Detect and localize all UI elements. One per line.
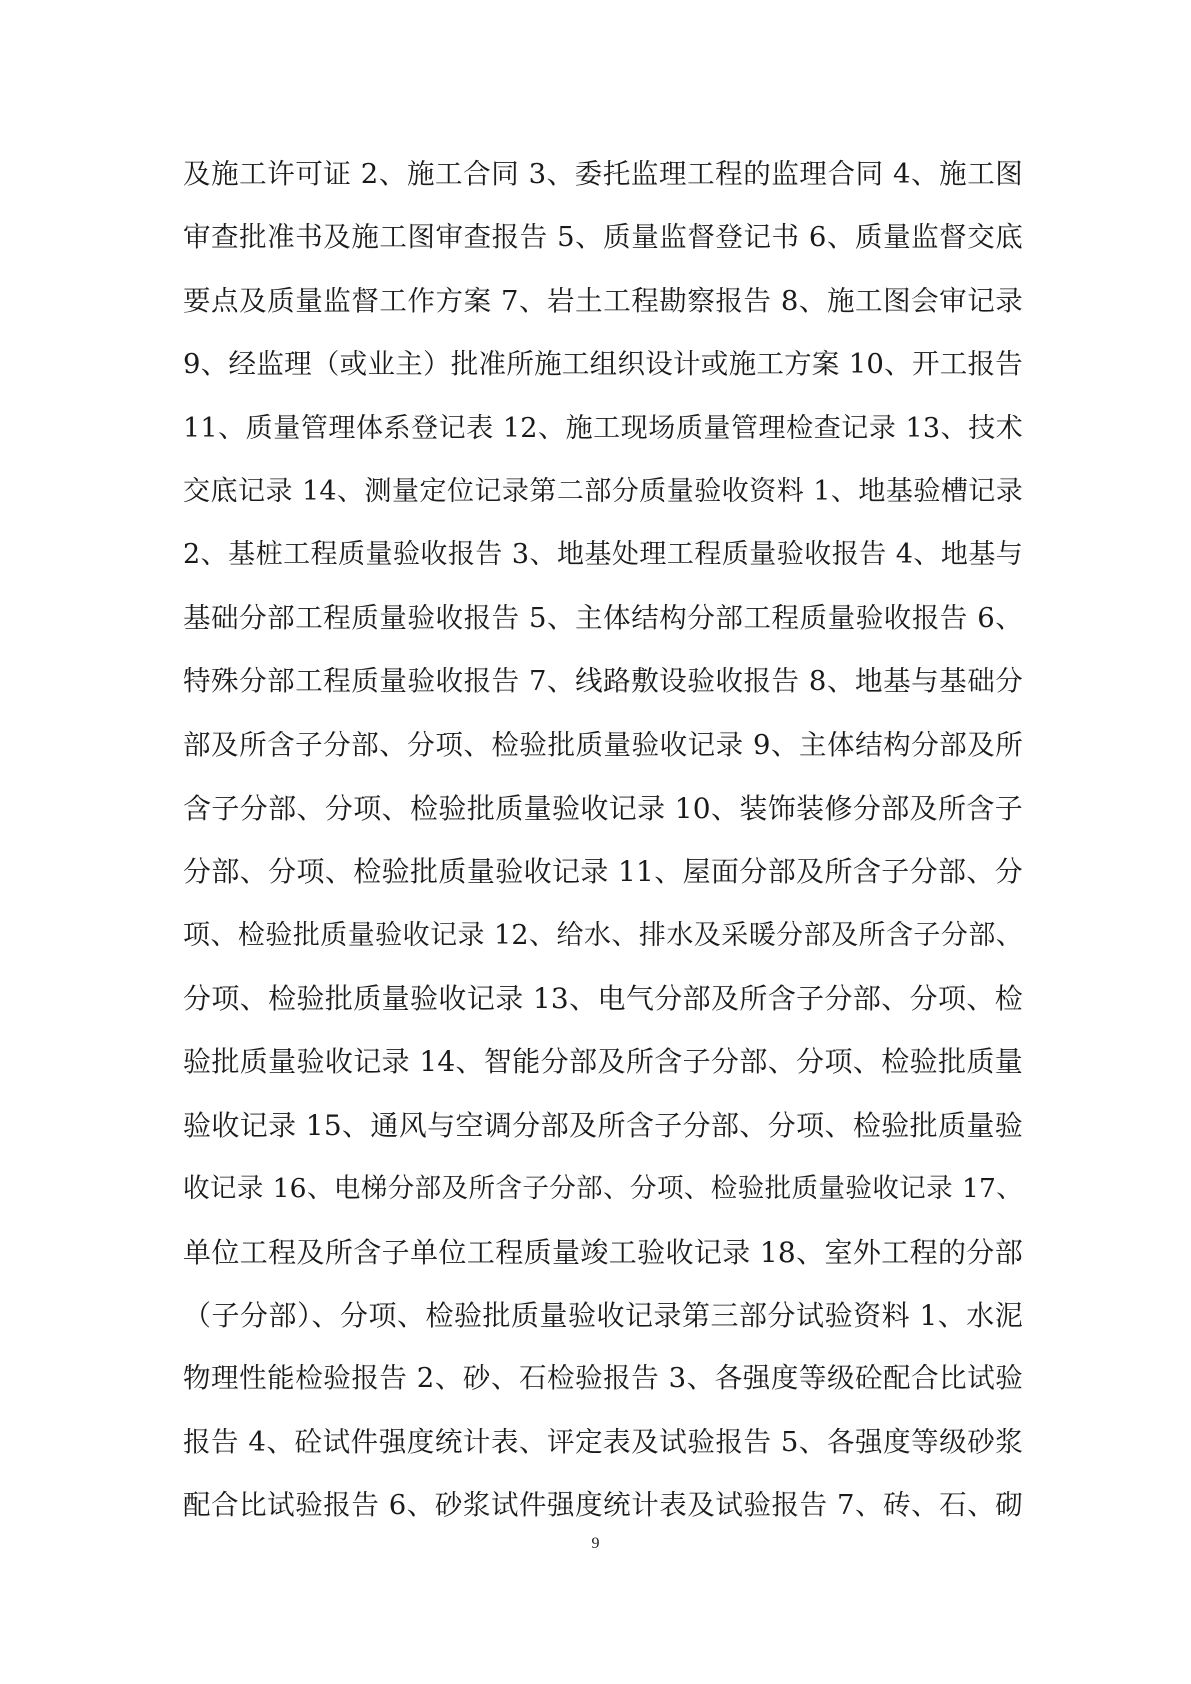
text-line: 物理性能检验报告 2、砂、石检验报告 3、各强度等级砼配合比试验 [183,1362,1023,1395]
text-line: 及施工许可证 2、施工合同 3、委托监理工程的监理合同 4、施工图 [183,158,1023,190]
body-paragraph [183,143,1023,1538]
text-line: 11、质量管理体系登记表 12、施工现场质量管理检查记录 13、技术 [183,412,1023,444]
text-line: 审查批准书及施工图审查报告 5、质量监督登记书 6、质量监督交底 [183,221,1023,254]
text-line: 9、经监理（或业主）批准所施工组织设计或施工方案 10、开工报告 [183,348,1023,381]
text-line: （子分部）、分项、检验批质量验收记录第三部分试验资料 1、水泥 [183,1299,1023,1333]
text-line: 分项、检验批质量验收记录 13、电气分部及所含子分部、分项、检 [183,982,1023,1016]
text-line: 交底记录 14、测量定位记录第二部分质量验收资料 1、地基验槽记录 [183,475,1023,507]
text-line: 配合比试验报告 6、砂浆试件强度统计表及试验报告 7、砖、石、砌 [183,1489,1023,1522]
text-line: 分部、分项、检验批质量验收记录 11、屋面分部及所含子分部、分 [183,855,1023,889]
text-line: 收记录 16、电梯分部及所含子分部、分项、检验批质量验收记录 17、 [183,1173,1023,1205]
page-number: 9 [591,1535,600,1552]
text-line: 要点及质量监督工作方案 7、岩土工程勘察报告 8、施工图会审记录 [183,284,1023,317]
text-line: 报告 4、砼试件强度统计表、评定表及试验报告 5、各强度等级砂浆 [183,1425,1023,1458]
text-line: 单位工程及所含子单位工程质量竣工验收记录 18、室外工程的分部 [183,1235,1023,1269]
text-line: 特殊分部工程质量验收报告 7、线路敷设验收报告 8、地基与基础分 [183,665,1023,698]
text-line: 部及所含子分部、分项、检验批质量验收记录 9、主体结构分部及所 [183,728,1023,761]
text-line: 含子分部、分项、检验批质量验收记录 10、装饰装修分部及所含子 [183,791,1023,825]
text-line: 验批质量验收记录 14、智能分部及所含子分部、分项、检验批质量 [183,1045,1023,1079]
text-line: 2、基桩工程质量验收报告 3、地基处理工程质量验收报告 4、地基与 [183,539,1023,571]
text-line: 项、检验批质量验收记录 12、给水、排水及采暖分部及所含子分部、 [183,919,1023,951]
text-line: 验收记录 15、通风与空调分部及所含子分部、分项、检验批质量验 [183,1108,1023,1142]
text-line: 基础分部工程质量验收报告 5、主体结构分部工程质量验收报告 6、 [183,601,1023,634]
